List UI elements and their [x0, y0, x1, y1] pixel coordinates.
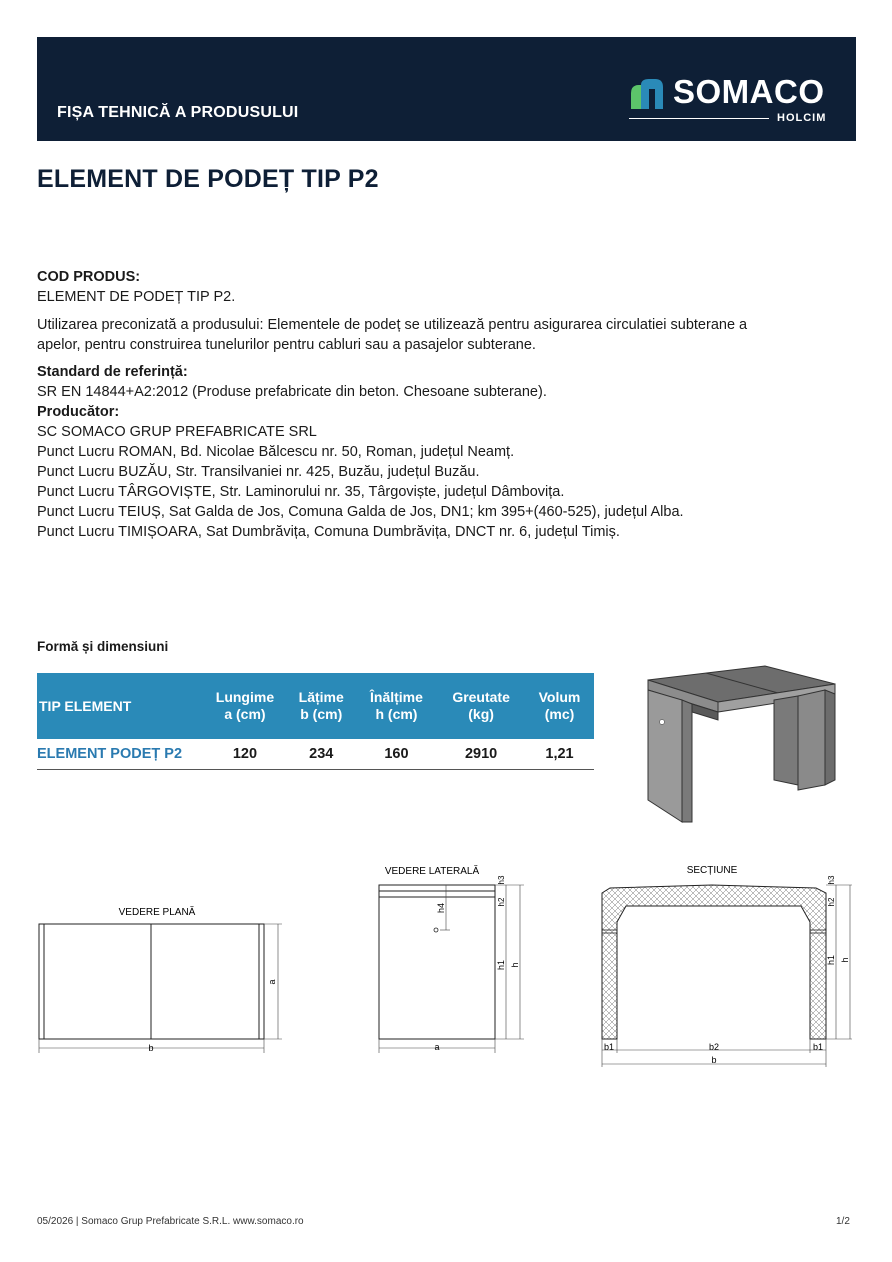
- header-bar: [37, 37, 856, 141]
- lateral-dim-a: a: [434, 1042, 440, 1052]
- forma-section-title: Formă și dimensiuni: [37, 639, 169, 654]
- col-header-latime: Lățime b (cm): [287, 673, 356, 739]
- utilizare-line-2: apelor, pentru construirea tunelurilor pentru cabluri sau a pasajelor subterane.: [37, 337, 536, 353]
- section-drawing: [594, 860, 864, 1075]
- plan-dim-b: b: [148, 1043, 154, 1053]
- section-dim-b1-left: b1: [603, 1042, 615, 1052]
- lateral-view-title: VEDERE LATERALĂ: [384, 866, 480, 877]
- cell-volum: 1,21: [525, 739, 594, 770]
- utilizare-line-1: Utilizarea preconizată a produsului: Elementele de podeț se utilizează pentru asigurarea circulatiei subterane a: [37, 317, 748, 333]
- cod-produs-label: COD PRODUS:: [37, 269, 141, 285]
- somaco-logo-icon: [629, 77, 667, 111]
- col-header-tip: TIP ELEMENT: [37, 673, 203, 739]
- plan-view-title: VEDERE PLANĂ: [118, 907, 196, 918]
- producator-line: Punct Lucru TIMIȘOARA, Sat Dumbrăvița, Comuna Dumbrăvița, DNCT nr. 6, județul Timiș.: [37, 524, 620, 540]
- logo-subtitle: HOLCIM: [777, 112, 827, 124]
- table-header-row: [37, 673, 594, 739]
- product-3d-illustration: [640, 660, 845, 825]
- cell-tip: ELEMENT PODEȚ P2: [37, 739, 203, 770]
- col-header-greutate: Greutate (kg): [437, 673, 525, 739]
- producator-line: SC SOMACO GRUP PREFABRICATE SRL: [37, 424, 317, 440]
- product-title: ELEMENT DE PODEȚ TIP P2: [37, 165, 379, 193]
- page-number: 1/2: [836, 1216, 850, 1227]
- cod-produs-value: ELEMENT DE PODEȚ TIP P2.: [37, 289, 236, 305]
- producator-label: Producător:: [37, 404, 120, 420]
- section-dim-h: h: [840, 957, 850, 963]
- standard-value: SR EN 14844+A2:2012 (Produse prefabricate din beton. Chesoane subterane).: [37, 384, 547, 400]
- table-row: [37, 739, 594, 770]
- cell-lungime: 120: [203, 739, 287, 770]
- lateral-dim-h1: h1: [496, 959, 506, 971]
- producator-line: Punct Lucru TEIUȘ, Sat Galda de Jos, Comuna Galda de Jos, DN1; km 395+(460-525), județul Alba.: [37, 504, 684, 520]
- somaco-logo: [629, 71, 839, 127]
- lateral-view-drawing: [374, 860, 534, 1060]
- section-dim-h2: h2: [827, 897, 836, 907]
- producator-line: Punct Lucru ROMAN, Bd. Nicolae Bălcescu nr. 50, Roman, județul Neamț.: [37, 444, 515, 460]
- section-dim-h1: h1: [826, 954, 836, 966]
- producator-line: Punct Lucru BUZĂU, Str. Transilvaniei nr. 425, Buzău, județul Buzău.: [37, 464, 480, 480]
- logo-wordmark: SOMACO: [673, 73, 825, 110]
- section-dim-b2: b2: [708, 1042, 720, 1052]
- section-dim-b: b: [711, 1055, 717, 1065]
- cell-latime: 234: [287, 739, 356, 770]
- producator-line: Punct Lucru TÂRGOVIȘTE, Str. Laminorului nr. 35, Târgoviște, județul Dâmbovița.: [37, 484, 565, 500]
- lateral-dim-h2: h2: [497, 897, 506, 907]
- section-title: SECȚIUNE: [686, 865, 738, 876]
- dimensions-table: [37, 673, 594, 770]
- lateral-dim-h: h: [510, 962, 520, 968]
- standard-label: Standard de referință:: [37, 364, 188, 380]
- col-header-lungime: Lungime a (cm): [203, 673, 287, 739]
- cell-inaltime: 160: [356, 739, 438, 770]
- plan-view-drawing: [34, 900, 284, 1060]
- lateral-dim-h3: h3: [497, 875, 506, 885]
- header-title: FIȘA TEHNICĂ A PRODUSULUI: [57, 104, 299, 121]
- plan-dim-a: a: [267, 979, 277, 985]
- section-dim-h3: h3: [827, 875, 836, 885]
- logo-underline: [629, 118, 769, 119]
- lateral-dim-h4: h4: [436, 902, 446, 914]
- col-header-volum: Volum (mc): [525, 673, 594, 739]
- footer-text: 05/2026 | Somaco Grup Prefabricate S.R.L. www.somaco.ro: [37, 1216, 304, 1227]
- section-dim-b1-right: b1: [812, 1042, 824, 1052]
- cell-greutate: 2910: [437, 739, 525, 770]
- col-header-inaltime: Înălțime h (cm): [356, 673, 438, 739]
